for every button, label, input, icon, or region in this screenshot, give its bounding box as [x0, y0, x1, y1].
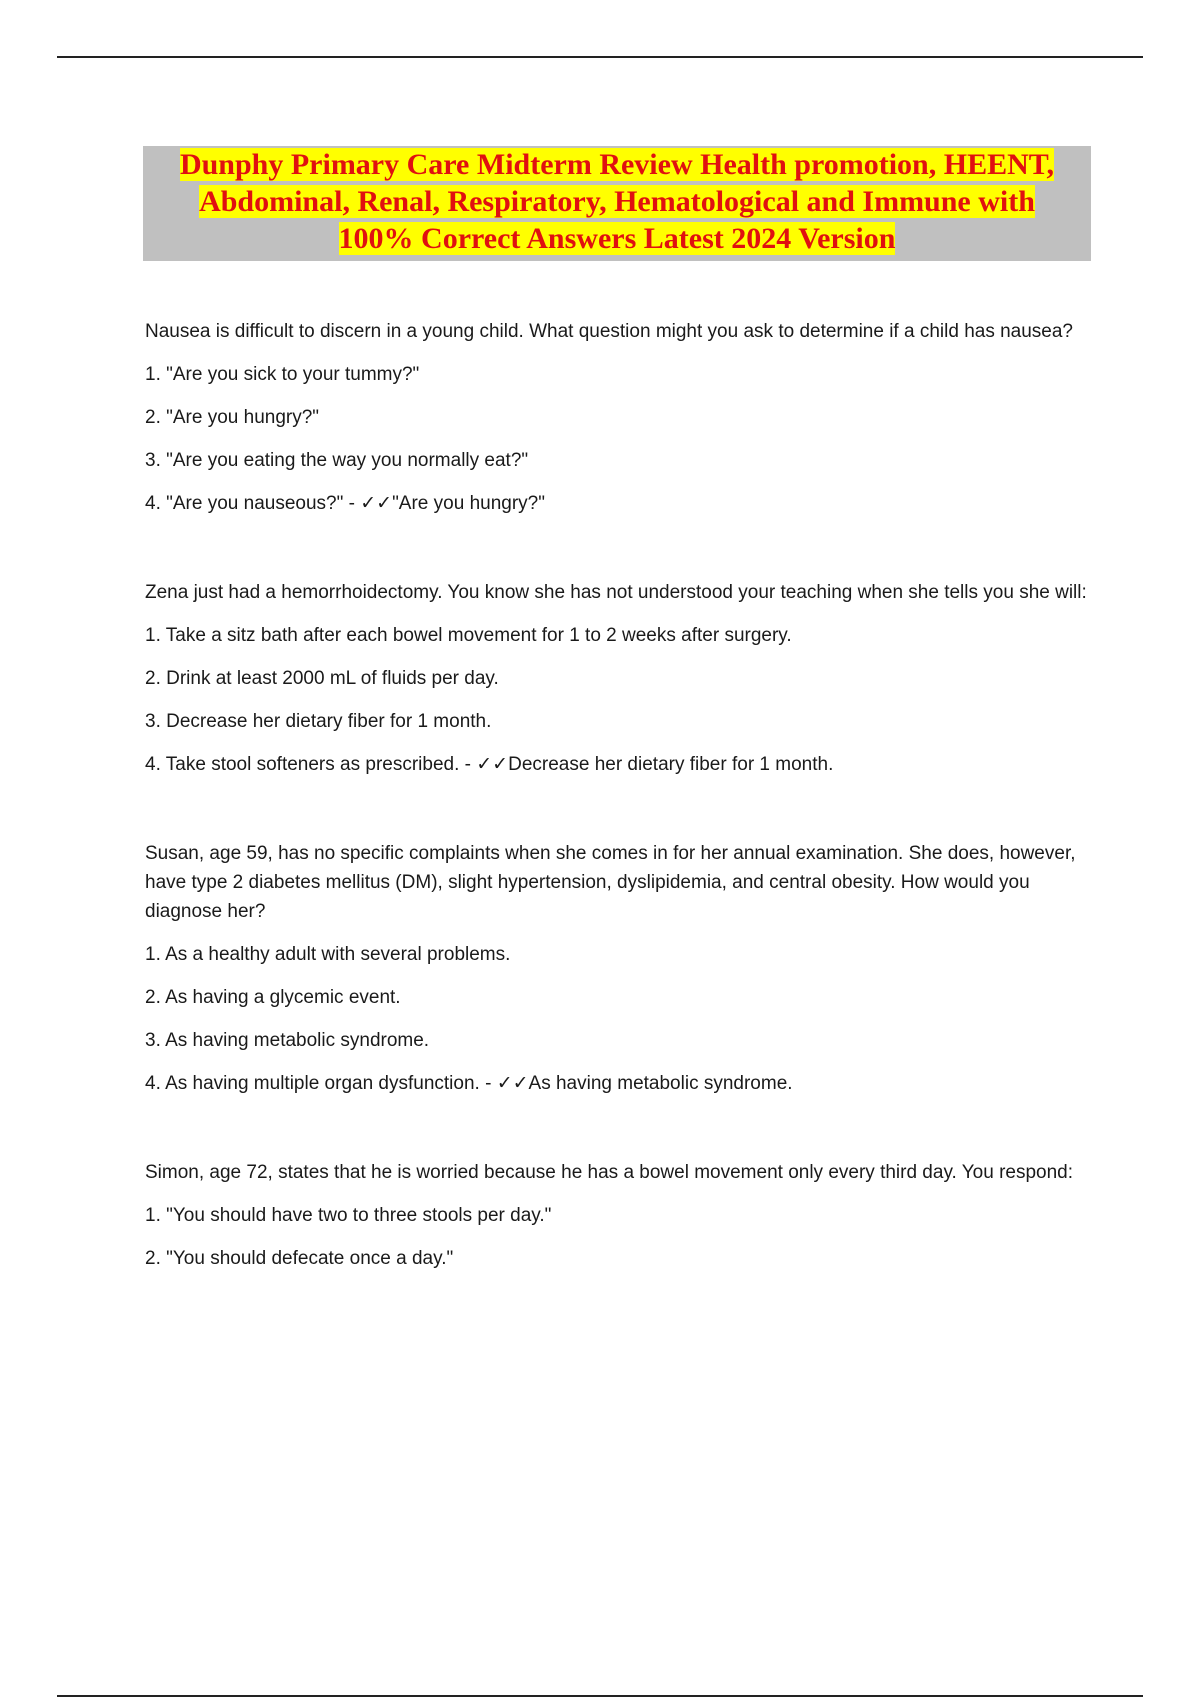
question-text: Nausea is difficult to discern in a young child. What question might you ask to determine if a child has nausea?	[145, 321, 1074, 342]
question-2	[145, 578, 1095, 779]
answer-option-with-key: 4. As having multiple organ dysfunction. - ✓✓As having metabolic syndrome.	[145, 1073, 793, 1094]
title-line-3: 100% Correct Answers Latest 2024 Version	[338, 222, 896, 255]
bottom-rule	[57, 1695, 1143, 1697]
answer-option: 3. "Are you eating the way you normally eat?"	[145, 450, 529, 471]
answer-option: 1. "Are you sick to your tummy?"	[145, 364, 420, 385]
question-3	[145, 839, 1095, 1098]
question-text: Susan, age 59, has no specific complaints when she comes in for her annual examination. She does, however, have type 2 diabetes mellitus (DM), slight hypertension, dyslipidemia, and central obesity. How would you diagnose her?	[145, 843, 1076, 922]
title-line-1: Dunphy Primary Care Midterm Review Health promotion, HEENT,	[179, 148, 1055, 181]
answer-option-with-key: 4. "Are you nauseous?" - ✓✓"Are you hungry?"	[145, 493, 545, 514]
answer-option-with-key: 4. Take stool softeners as prescribed. - ✓✓Decrease her dietary fiber for 1 month.	[145, 754, 834, 775]
answer-option: 2. As having a glycemic event.	[145, 987, 401, 1008]
answer-option: 2. "Are you hungry?"	[145, 407, 320, 428]
document-title	[143, 146, 1091, 261]
answer-option: 2. "You should defecate once a day."	[145, 1248, 454, 1269]
answer-option: 3. As having metabolic syndrome.	[145, 1030, 430, 1051]
question-1	[145, 317, 1095, 518]
question-4	[145, 1158, 1095, 1273]
question-text: Zena just had a hemorrhoidectomy. You know she has not understood your teaching when she tells you she will:	[145, 582, 1087, 603]
question-list	[145, 317, 1095, 1333]
question-text: Simon, age 72, states that he is worried because he has a bowel movement only every third day. You respond:	[145, 1162, 1074, 1183]
answer-option: 2. Drink at least 2000 mL of fluids per day.	[145, 668, 499, 689]
answer-option: 1. "You should have two to three stools per day."	[145, 1205, 552, 1226]
top-rule	[57, 56, 1143, 58]
answer-option: 1. Take a sitz bath after each bowel movement for 1 to 2 weeks after surgery.	[145, 625, 792, 646]
title-line-2: Abdominal, Renal, Respiratory, Hematological and Immune with	[199, 185, 1035, 218]
answer-option: 1. As a healthy adult with several problems.	[145, 944, 511, 965]
answer-option: 3. Decrease her dietary fiber for 1 month.	[145, 711, 492, 732]
